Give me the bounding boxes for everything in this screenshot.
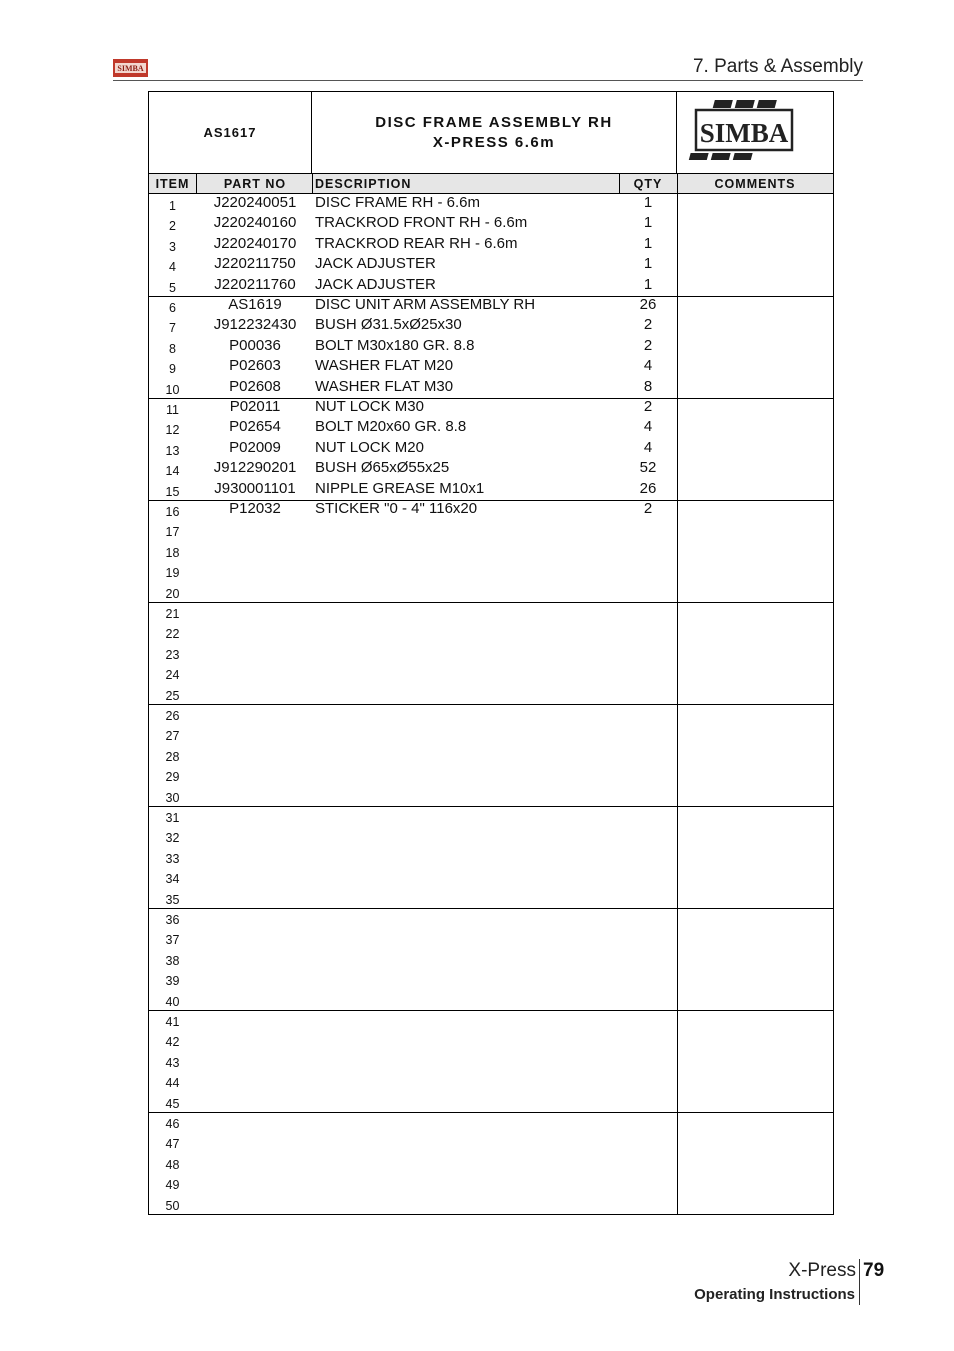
table-row xyxy=(149,928,833,948)
row-item-number: 20 xyxy=(165,586,180,601)
row-part-number: P12032 xyxy=(229,500,281,517)
row-item-number: 32 xyxy=(165,831,180,846)
row-part-number: J912232430 xyxy=(213,316,297,334)
row-part-number: AS1619 xyxy=(228,296,282,313)
table-row xyxy=(149,1051,833,1071)
row-description: BUSH Ø31.5xØ25x30 xyxy=(315,316,462,334)
row-part-number: J220211750 xyxy=(214,255,296,273)
row-part-number: P02654 xyxy=(229,418,281,436)
table-row xyxy=(149,418,833,438)
row-quantity: 2 xyxy=(643,336,653,354)
row-item-number: 7 xyxy=(169,321,176,336)
assembly-code: AS1617 xyxy=(149,92,312,173)
col-divider xyxy=(312,173,313,194)
page-number: 79 xyxy=(863,1260,885,1281)
row-item-number: 33 xyxy=(165,851,180,866)
table-row xyxy=(149,1010,833,1030)
row-item-number: 19 xyxy=(165,566,180,581)
table-row xyxy=(149,214,833,234)
row-quantity: 8 xyxy=(643,377,653,395)
row-item-number: 3 xyxy=(169,239,176,254)
row-part-number: J220240051 xyxy=(213,194,297,211)
table-row xyxy=(149,255,833,275)
row-item-number: 16 xyxy=(165,505,180,519)
row-item-number: 43 xyxy=(165,1055,180,1070)
table-row xyxy=(149,745,833,765)
table-row xyxy=(149,1030,833,1050)
row-description: TRACKROD REAR RH - 6.6m xyxy=(315,234,518,252)
table-row xyxy=(149,786,833,806)
table-row xyxy=(149,398,833,418)
table-row xyxy=(149,582,833,602)
row-item-number: 23 xyxy=(165,647,180,662)
row-item-number: 34 xyxy=(165,872,180,887)
row-description: BOLT M20x60 GR. 8.8 xyxy=(315,418,467,436)
col-divider xyxy=(196,173,197,194)
row-item-number: 25 xyxy=(165,688,180,703)
row-description: NUT LOCK M20 xyxy=(315,438,424,456)
footer-divider xyxy=(859,1259,860,1305)
row-description: JACK ADJUSTER xyxy=(315,255,436,273)
row-description: JACK ADJUSTER xyxy=(315,275,436,293)
row-quantity: 26 xyxy=(639,296,657,313)
row-quantity: 4 xyxy=(643,438,653,456)
table-row xyxy=(149,663,833,683)
table-row xyxy=(149,194,833,214)
table-row xyxy=(149,826,833,846)
table-row xyxy=(149,949,833,969)
table-row xyxy=(149,704,833,724)
table-row xyxy=(149,684,833,704)
table-row xyxy=(149,480,833,500)
assembly-title-line2: X-PRESS 6.6m xyxy=(432,133,556,151)
row-item-number: 6 xyxy=(169,301,176,315)
table-row xyxy=(149,602,833,622)
assembly-title xyxy=(312,92,677,173)
row-item-number: 48 xyxy=(165,1157,180,1172)
row-quantity: 2 xyxy=(643,398,653,415)
row-quantity: 52 xyxy=(639,459,657,477)
row-item-number: 29 xyxy=(165,770,180,785)
row-item-number: 49 xyxy=(165,1178,180,1193)
row-part-number: J220211760 xyxy=(214,275,296,293)
row-item-number: 14 xyxy=(165,464,180,479)
row-item-number: 15 xyxy=(165,484,180,499)
row-description: BUSH Ø65xØ55x25 xyxy=(315,459,450,477)
table-row xyxy=(149,1132,833,1152)
row-quantity: 1 xyxy=(643,194,653,211)
simba-header-logo xyxy=(113,59,148,77)
table-row xyxy=(149,1092,833,1112)
row-item-number: 41 xyxy=(165,1015,180,1029)
row-item-number: 22 xyxy=(165,627,180,642)
table-row xyxy=(149,888,833,908)
column-header-row xyxy=(149,173,833,194)
row-description: WASHER FLAT M20 xyxy=(315,357,454,375)
row-part-number: P02603 xyxy=(229,357,281,375)
row-item-number: 9 xyxy=(169,362,176,377)
row-item-number: 40 xyxy=(165,994,180,1009)
row-item-number: 31 xyxy=(165,811,180,825)
row-item-number: 36 xyxy=(165,913,180,927)
row-part-number: P00036 xyxy=(229,336,281,354)
row-item-number: 21 xyxy=(165,607,180,621)
row-item-number: 2 xyxy=(169,219,176,234)
row-quantity: 4 xyxy=(643,418,653,436)
header-rule xyxy=(113,80,863,81)
row-item-number: 30 xyxy=(165,790,180,805)
row-item-number: 4 xyxy=(169,260,176,275)
row-quantity: 2 xyxy=(643,316,653,334)
table-row xyxy=(149,765,833,785)
row-quantity: 1 xyxy=(643,234,653,252)
col-part-no: PART NO xyxy=(223,177,287,191)
row-item-number: 44 xyxy=(165,1076,180,1091)
row-item-number: 8 xyxy=(169,341,176,356)
row-item-number: 11 xyxy=(166,403,179,417)
table-row xyxy=(149,378,833,398)
row-part-number: J930001101 xyxy=(214,479,296,497)
table-row xyxy=(149,357,833,377)
col-description: DESCRIPTION xyxy=(315,177,412,191)
row-item-number: 28 xyxy=(165,749,180,764)
table-row xyxy=(149,1071,833,1091)
row-item-number: 35 xyxy=(165,892,180,907)
row-item-number: 42 xyxy=(165,1035,180,1050)
row-quantity: 1 xyxy=(643,255,653,273)
row-description: DISC UNIT ARM ASSEMBLY RH xyxy=(315,296,536,313)
table-row xyxy=(149,316,833,336)
row-description: DISC FRAME RH - 6.6m xyxy=(315,194,481,211)
row-item-number: 12 xyxy=(165,423,180,438)
row-item-number: 26 xyxy=(165,709,180,723)
row-item-number: 46 xyxy=(165,1117,180,1131)
table-row xyxy=(149,520,833,540)
row-quantity: 1 xyxy=(643,275,653,293)
svg-text:SIMBA: SIMBA xyxy=(699,118,789,148)
row-item-number: 38 xyxy=(165,953,180,968)
row-description: NIPPLE GREASE M10x1 xyxy=(315,479,485,497)
row-quantity: 2 xyxy=(643,500,653,517)
table-row xyxy=(149,867,833,887)
row-part-number: J912290201 xyxy=(213,459,297,477)
row-item-number: 5 xyxy=(169,280,176,295)
table-row xyxy=(149,622,833,642)
row-item-number: 17 xyxy=(165,525,180,540)
row-quantity: 1 xyxy=(643,214,653,232)
row-item-number: 1 xyxy=(169,199,176,213)
row-part-number: J220240170 xyxy=(213,234,297,252)
table-row xyxy=(149,500,833,520)
row-part-number: P02608 xyxy=(229,377,281,395)
table-row xyxy=(149,296,833,316)
table-row xyxy=(149,847,833,867)
col-qty: QTY xyxy=(633,177,663,191)
product-name: X-Press xyxy=(788,1260,856,1281)
row-item-number: 37 xyxy=(165,933,180,948)
row-description: TRACKROD FRONT RH - 6.6m xyxy=(315,214,528,232)
row-description: WASHER FLAT M30 xyxy=(315,377,454,395)
row-quantity: 4 xyxy=(643,357,653,375)
row-item-number: 39 xyxy=(165,974,180,989)
table-row xyxy=(149,969,833,989)
col-item: ITEM xyxy=(155,177,190,191)
table-row xyxy=(149,1194,833,1214)
row-item-number: 13 xyxy=(165,443,180,458)
table-row xyxy=(149,1112,833,1132)
table-row xyxy=(149,1153,833,1173)
row-description: NUT LOCK M30 xyxy=(315,398,424,415)
row-item-number: 50 xyxy=(165,1198,180,1213)
table-row xyxy=(149,459,833,479)
table-row xyxy=(149,990,833,1010)
table-row xyxy=(149,235,833,255)
row-part-number: P02009 xyxy=(229,438,281,456)
section-title: 7. Parts & Assembly xyxy=(692,56,863,77)
row-item-number: 10 xyxy=(165,382,180,397)
table-row xyxy=(149,337,833,357)
table-row xyxy=(149,908,833,928)
document-subtitle: Operating Instructions xyxy=(694,1286,855,1303)
table-row xyxy=(149,643,833,663)
row-part-number: J220240160 xyxy=(213,214,297,232)
row-item-number: 18 xyxy=(165,545,180,560)
row-item-number: 27 xyxy=(165,729,180,744)
row-item-number: 45 xyxy=(165,1096,180,1111)
col-comments: COMMENTS xyxy=(714,177,796,191)
table-row xyxy=(149,439,833,459)
row-description: STICKER "0 - 4" 116x20 xyxy=(315,500,478,517)
row-item-number: 24 xyxy=(165,668,180,683)
row-item-number: 47 xyxy=(165,1137,180,1152)
row-part-number: P02011 xyxy=(229,398,281,415)
assembly-title-line1: DISC FRAME ASSEMBLY RH xyxy=(375,113,613,131)
col-divider xyxy=(619,173,620,194)
table-row xyxy=(149,724,833,744)
table-row xyxy=(149,806,833,826)
parts-list-table xyxy=(148,91,834,1215)
title-box xyxy=(149,92,833,173)
svg-text:SIMBA: SIMBA xyxy=(117,64,144,73)
row-quantity: 26 xyxy=(639,479,657,497)
table-row xyxy=(149,541,833,561)
table-row xyxy=(149,1173,833,1193)
table-row xyxy=(149,276,833,296)
row-description: BOLT M30x180 GR. 8.8 xyxy=(315,336,475,354)
simba-logo xyxy=(677,92,833,173)
table-row xyxy=(149,561,833,581)
